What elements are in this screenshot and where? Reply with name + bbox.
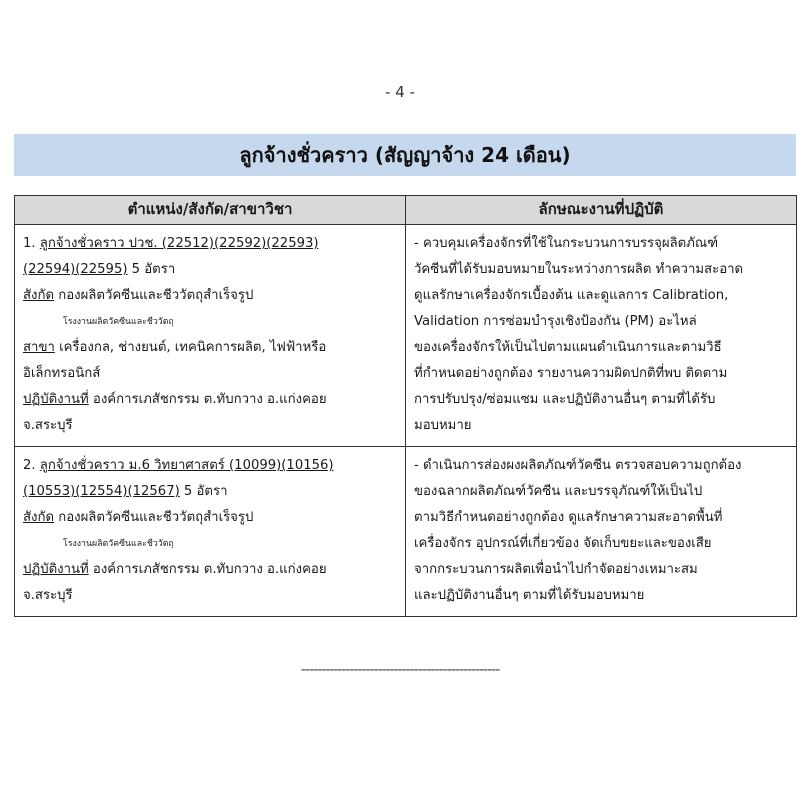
affiliation-sub: โรงงานผลิตวัคซีนและชีววัตถุ xyxy=(63,539,174,549)
affiliation-text: กองผลิตวัคซีนและชีววัตถุสำเร็จรูป xyxy=(54,288,254,303)
position-codes xyxy=(23,479,397,505)
duty-line: ของฉลากผลิตภัณฑ์วัคซีน และบรรจุภัณฑ์ให้เป็นไป xyxy=(414,484,703,499)
affiliation-label: สังกัด xyxy=(23,510,55,525)
position-count: 5 อัตรา xyxy=(179,484,228,499)
branch-text-2: อิเล็กทรอนิกส์ xyxy=(23,366,101,381)
position-name-link: ลูกจ้างชั่วคราว ปวช. (22512)(22592)(22593) xyxy=(39,236,319,251)
position-codes-link: (22594)(22595) xyxy=(23,262,128,277)
header-position: ตำแหน่ง/สังกัด/สาขาวิชา xyxy=(15,196,406,225)
position-codes xyxy=(23,257,397,283)
workplace xyxy=(23,557,397,583)
workplace-text: องค์การเภสัชกรรม ต.ทับกวาง อ.แก่งคอย xyxy=(88,562,327,577)
duty-line: มอบหมาย xyxy=(414,418,472,433)
table-row xyxy=(15,225,797,447)
affiliation xyxy=(23,283,397,309)
duties-cell xyxy=(406,447,797,617)
workplace-text: องค์การเภสัชกรรม ต.ทับกวาง อ.แก่งคอย xyxy=(88,392,327,407)
duty-line: จากกระบวนการผลิตเพื่อนำไปกำจัดอย่างเหมาะสม xyxy=(414,562,698,577)
affiliation-sub: โรงงานผลิตวัคซีนและชีววัตถุ xyxy=(63,317,174,327)
position-cell xyxy=(15,447,406,617)
workplace xyxy=(23,387,397,413)
duty-line: และปฏิบัติงานอื่นๆ ตามที่ได้รับมอบหมาย xyxy=(414,588,645,603)
header-duties: ลักษณะงานที่ปฏิบัติ xyxy=(406,196,797,225)
affiliation xyxy=(23,505,397,531)
position-number: 2. xyxy=(23,458,40,473)
position-count: 5 อัตรา xyxy=(127,262,176,277)
affiliation-text: กองผลิตวัคซีนและชีววัตถุสำเร็จรูป xyxy=(54,510,254,525)
duty-line: ของเครื่องจักรให้เป็นไปตามแผนดำเนินการและตามวิธี xyxy=(414,340,722,355)
duty-line: เครื่องจักร อุปกรณ์ที่เกี่ยวข้อง จัดเก็บขยะและของเสีย xyxy=(414,536,712,551)
position-title xyxy=(23,231,397,257)
position-title xyxy=(23,453,397,479)
job-table xyxy=(14,195,797,617)
workplace-text-2: จ.สระบุรี xyxy=(23,588,73,603)
table-row xyxy=(15,447,797,617)
position-codes-link: (10553)(12554)(12567) xyxy=(23,484,180,499)
workplace-text-2: จ.สระบุรี xyxy=(23,418,73,433)
workplace-label: ปฏิบัติงานที่ xyxy=(23,392,89,407)
duties-cell xyxy=(406,225,797,447)
position-name-link: ลูกจ้างชั่วคราว ม.6 วิทยาศาสตร์ (10099)(10156) xyxy=(39,458,334,473)
branch-label: สาขา xyxy=(23,340,55,355)
duty-line: วัคซีนที่ได้รับมอบหมายในระหว่างการผลิต ทำความสะอาด xyxy=(414,262,744,277)
duty-line: ที่กำหนดอย่างถูกต้อง รายงานความผิดปกติที่พบ ติดตาม xyxy=(414,366,728,381)
page-number: - 4 - xyxy=(385,83,415,101)
branch-text: เครื่องกล, ช่างยนต์, เทคนิคการผลิต, ไฟฟ้าหรือ xyxy=(54,340,327,355)
table-header-row xyxy=(15,196,797,225)
section-title xyxy=(14,134,796,176)
duty-line: การปรับปรุง/ซ่อมแซม และปฏิบัติงานอื่นๆ ตามที่ได้รับ xyxy=(414,392,716,407)
duty-line: - ควบคุมเครื่องจักรที่ใช้ในกระบวนการบรรจุผลิตภัณฑ์ xyxy=(414,236,719,251)
duty-line: ตามวิธีกำหนดอย่างถูกต้อง ดูแลรักษาความสะอาดพื้นที่ xyxy=(414,510,723,525)
duty-line: ดูแลรักษาเครื่องจักรเบื้องต้น และดูแลการ Calibration, xyxy=(414,288,729,303)
footer-rule: ------------------------------------------------- xyxy=(300,662,500,678)
workplace-label: ปฏิบัติงานที่ xyxy=(23,562,89,577)
duty-line: Validation การซ่อมบำรุงเชิงป้องกัน (PM) อะไหล่ xyxy=(414,314,697,329)
position-number: 1. xyxy=(23,236,40,251)
position-cell xyxy=(15,225,406,447)
section-title-text: ลูกจ้างชั่วคราว (สัญญาจ้าง 24 เดือน) xyxy=(239,143,571,167)
duty-line: - ดำเนินการส่องผงผลิตภัณฑ์วัคซีน ตรวจสอบความถูกต้อง xyxy=(414,458,742,473)
affiliation-label: สังกัด xyxy=(23,288,55,303)
branch xyxy=(23,335,397,361)
